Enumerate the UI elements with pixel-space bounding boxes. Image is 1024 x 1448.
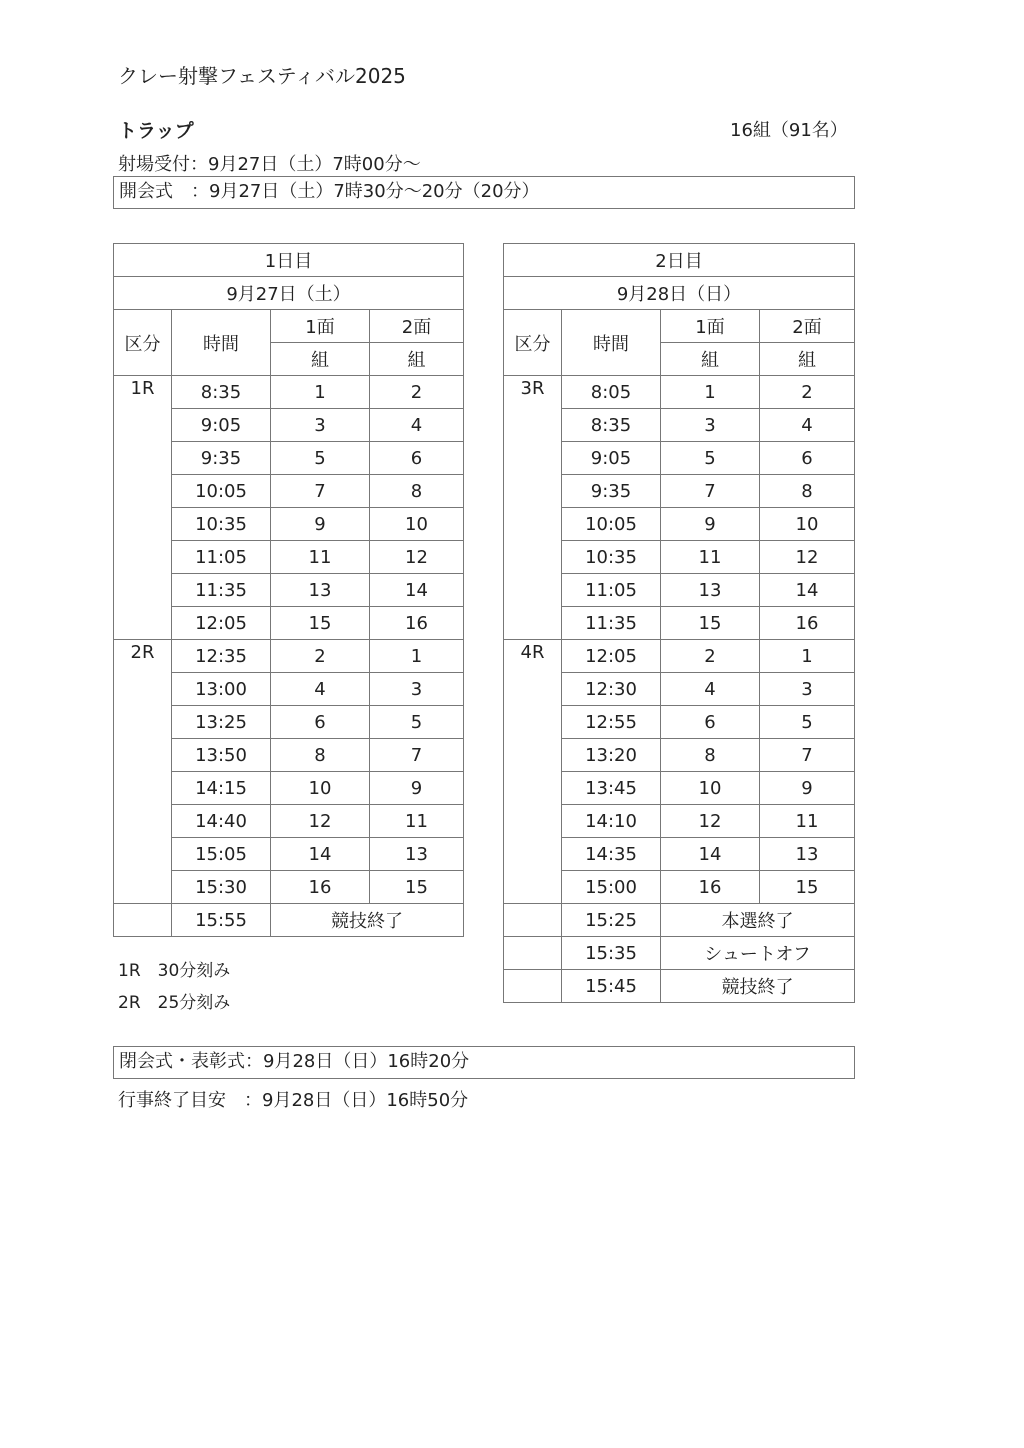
opening-ceremony-info: 開会式 ：9月27日（土）7時30分～20分（20分） bbox=[113, 176, 855, 209]
time-cell: 13:25 bbox=[172, 706, 271, 739]
time-cell: 8:05 bbox=[562, 376, 661, 409]
time-cell: 13:20 bbox=[562, 739, 661, 772]
time-cell: 9:35 bbox=[562, 475, 661, 508]
header-group-face2: 組 bbox=[370, 343, 464, 376]
face1-group-cell: 2 bbox=[661, 640, 760, 673]
table-row bbox=[114, 640, 464, 673]
empty-division-cell bbox=[504, 904, 562, 937]
day-label: 2日目 bbox=[504, 244, 855, 277]
time-cell: 14:10 bbox=[562, 805, 661, 838]
face1-group-cell: 6 bbox=[661, 706, 760, 739]
round-label: 4R bbox=[504, 640, 562, 904]
time-cell: 13:45 bbox=[562, 772, 661, 805]
time-cell: 11:05 bbox=[172, 541, 271, 574]
header-face2: 2面 bbox=[760, 310, 855, 343]
face2-group-cell: 4 bbox=[760, 409, 855, 442]
round-label: 1R bbox=[114, 376, 172, 640]
face1-group-cell: 9 bbox=[271, 508, 370, 541]
face1-group-cell: 11 bbox=[271, 541, 370, 574]
time-cell: 15:05 bbox=[172, 838, 271, 871]
face1-group-cell: 3 bbox=[271, 409, 370, 442]
header-time: 時間 bbox=[172, 310, 271, 376]
header-division: 区分 bbox=[504, 310, 562, 376]
round-label: 2R bbox=[114, 640, 172, 904]
face1-group-cell: 13 bbox=[661, 574, 760, 607]
day2-schedule-table bbox=[503, 243, 855, 1003]
time-cell: 15:00 bbox=[562, 871, 661, 904]
header-time: 時間 bbox=[562, 310, 661, 376]
group-count: 16組（91名） bbox=[730, 120, 848, 141]
status-cell: 本選終了 bbox=[661, 904, 855, 937]
face2-group-cell: 7 bbox=[370, 739, 464, 772]
face2-group-cell: 15 bbox=[370, 871, 464, 904]
table-row bbox=[504, 970, 855, 1003]
face1-group-cell: 5 bbox=[661, 442, 760, 475]
table-row bbox=[114, 376, 464, 409]
face2-group-cell: 15 bbox=[760, 871, 855, 904]
time-cell: 15:30 bbox=[172, 871, 271, 904]
header-group-face1: 組 bbox=[661, 343, 760, 376]
time-cell: 13:00 bbox=[172, 673, 271, 706]
time-cell: 8:35 bbox=[562, 409, 661, 442]
face2-group-cell: 1 bbox=[370, 640, 464, 673]
face2-group-cell: 11 bbox=[370, 805, 464, 838]
table-row bbox=[504, 904, 855, 937]
face1-group-cell: 3 bbox=[661, 409, 760, 442]
empty-division-cell bbox=[504, 937, 562, 970]
face2-group-cell: 3 bbox=[760, 673, 855, 706]
face2-group-cell: 9 bbox=[760, 772, 855, 805]
time-cell: 12:35 bbox=[172, 640, 271, 673]
time-cell: 11:35 bbox=[562, 607, 661, 640]
face2-group-cell: 14 bbox=[760, 574, 855, 607]
time-cell: 10:05 bbox=[172, 475, 271, 508]
face1-group-cell: 12 bbox=[661, 805, 760, 838]
table-row bbox=[114, 904, 464, 937]
face2-group-cell: 1 bbox=[760, 640, 855, 673]
face1-group-cell: 6 bbox=[271, 706, 370, 739]
time-cell: 15:45 bbox=[562, 970, 661, 1003]
header-group-face1: 組 bbox=[271, 343, 370, 376]
time-cell: 9:05 bbox=[172, 409, 271, 442]
time-cell: 9:05 bbox=[562, 442, 661, 475]
time-cell: 9:35 bbox=[172, 442, 271, 475]
face1-group-cell: 11 bbox=[661, 541, 760, 574]
face1-group-cell: 8 bbox=[271, 739, 370, 772]
note-1r: 1R 30分刻み bbox=[118, 961, 231, 981]
time-cell: 8:35 bbox=[172, 376, 271, 409]
header-division: 区分 bbox=[114, 310, 172, 376]
empty-division-cell bbox=[504, 970, 562, 1003]
face2-group-cell: 10 bbox=[760, 508, 855, 541]
face1-group-cell: 13 bbox=[271, 574, 370, 607]
section-title: トラップ bbox=[118, 120, 194, 142]
face2-group-cell: 6 bbox=[370, 442, 464, 475]
closing-ceremony-info: 閉会式・表彰式：9月28日（日）16時20分 bbox=[113, 1046, 855, 1079]
face2-group-cell: 3 bbox=[370, 673, 464, 706]
face1-group-cell: 15 bbox=[661, 607, 760, 640]
face1-group-cell: 4 bbox=[661, 673, 760, 706]
time-cell: 13:50 bbox=[172, 739, 271, 772]
face1-group-cell: 7 bbox=[661, 475, 760, 508]
header-group-face2: 組 bbox=[760, 343, 855, 376]
face1-group-cell: 16 bbox=[271, 871, 370, 904]
time-cell: 14:15 bbox=[172, 772, 271, 805]
time-cell: 14:35 bbox=[562, 838, 661, 871]
round-label: 3R bbox=[504, 376, 562, 640]
face2-group-cell: 10 bbox=[370, 508, 464, 541]
time-cell: 10:35 bbox=[172, 508, 271, 541]
time-cell: 15:25 bbox=[562, 904, 661, 937]
face2-group-cell: 16 bbox=[370, 607, 464, 640]
time-cell: 12:05 bbox=[562, 640, 661, 673]
time-cell: 14:40 bbox=[172, 805, 271, 838]
face1-group-cell: 16 bbox=[661, 871, 760, 904]
face1-group-cell: 5 bbox=[271, 442, 370, 475]
face2-group-cell: 6 bbox=[760, 442, 855, 475]
table-row bbox=[504, 937, 855, 970]
status-cell: シュートオフ bbox=[661, 937, 855, 970]
day-date: 9月27日（土） bbox=[114, 277, 464, 310]
face2-group-cell: 4 bbox=[370, 409, 464, 442]
face2-group-cell: 8 bbox=[760, 475, 855, 508]
face1-group-cell: 1 bbox=[661, 376, 760, 409]
status-cell: 競技終了 bbox=[271, 904, 464, 937]
reception-info: 射場受付：9月27日（土）7時00分～ bbox=[118, 154, 421, 175]
empty-division-cell bbox=[114, 904, 172, 937]
header-face1: 1面 bbox=[661, 310, 760, 343]
face2-group-cell: 13 bbox=[370, 838, 464, 871]
face2-group-cell: 16 bbox=[760, 607, 855, 640]
face2-group-cell: 12 bbox=[370, 541, 464, 574]
event-end-info: 行事終了目安 ：9月28日（日）16時50分 bbox=[118, 1090, 469, 1111]
face2-group-cell: 11 bbox=[760, 805, 855, 838]
face1-group-cell: 10 bbox=[661, 772, 760, 805]
day-label: 1日目 bbox=[114, 244, 464, 277]
face2-group-cell: 5 bbox=[760, 706, 855, 739]
face2-group-cell: 2 bbox=[760, 376, 855, 409]
time-cell: 12:05 bbox=[172, 607, 271, 640]
face2-group-cell: 13 bbox=[760, 838, 855, 871]
document-title: クレー射撃フェスティバル2025 bbox=[118, 64, 406, 88]
time-cell: 15:55 bbox=[172, 904, 271, 937]
header-face2: 2面 bbox=[370, 310, 464, 343]
face1-group-cell: 14 bbox=[661, 838, 760, 871]
face1-group-cell: 14 bbox=[271, 838, 370, 871]
face1-group-cell: 4 bbox=[271, 673, 370, 706]
time-cell: 10:35 bbox=[562, 541, 661, 574]
time-cell: 12:55 bbox=[562, 706, 661, 739]
face1-group-cell: 12 bbox=[271, 805, 370, 838]
face1-group-cell: 2 bbox=[271, 640, 370, 673]
header-face1: 1面 bbox=[271, 310, 370, 343]
face2-group-cell: 7 bbox=[760, 739, 855, 772]
table-row bbox=[504, 376, 855, 409]
time-cell: 10:05 bbox=[562, 508, 661, 541]
face1-group-cell: 9 bbox=[661, 508, 760, 541]
face1-group-cell: 1 bbox=[271, 376, 370, 409]
face1-group-cell: 8 bbox=[661, 739, 760, 772]
table-row bbox=[504, 640, 855, 673]
face1-group-cell: 10 bbox=[271, 772, 370, 805]
face2-group-cell: 8 bbox=[370, 475, 464, 508]
day1-schedule-table bbox=[113, 243, 464, 937]
face2-group-cell: 14 bbox=[370, 574, 464, 607]
day-date: 9月28日（日） bbox=[504, 277, 855, 310]
face1-group-cell: 7 bbox=[271, 475, 370, 508]
note-2r: 2R 25分刻み bbox=[118, 993, 231, 1013]
face2-group-cell: 9 bbox=[370, 772, 464, 805]
face2-group-cell: 12 bbox=[760, 541, 855, 574]
face1-group-cell: 15 bbox=[271, 607, 370, 640]
face2-group-cell: 2 bbox=[370, 376, 464, 409]
face2-group-cell: 5 bbox=[370, 706, 464, 739]
time-cell: 11:35 bbox=[172, 574, 271, 607]
status-cell: 競技終了 bbox=[661, 970, 855, 1003]
time-cell: 15:35 bbox=[562, 937, 661, 970]
time-cell: 11:05 bbox=[562, 574, 661, 607]
time-cell: 12:30 bbox=[562, 673, 661, 706]
